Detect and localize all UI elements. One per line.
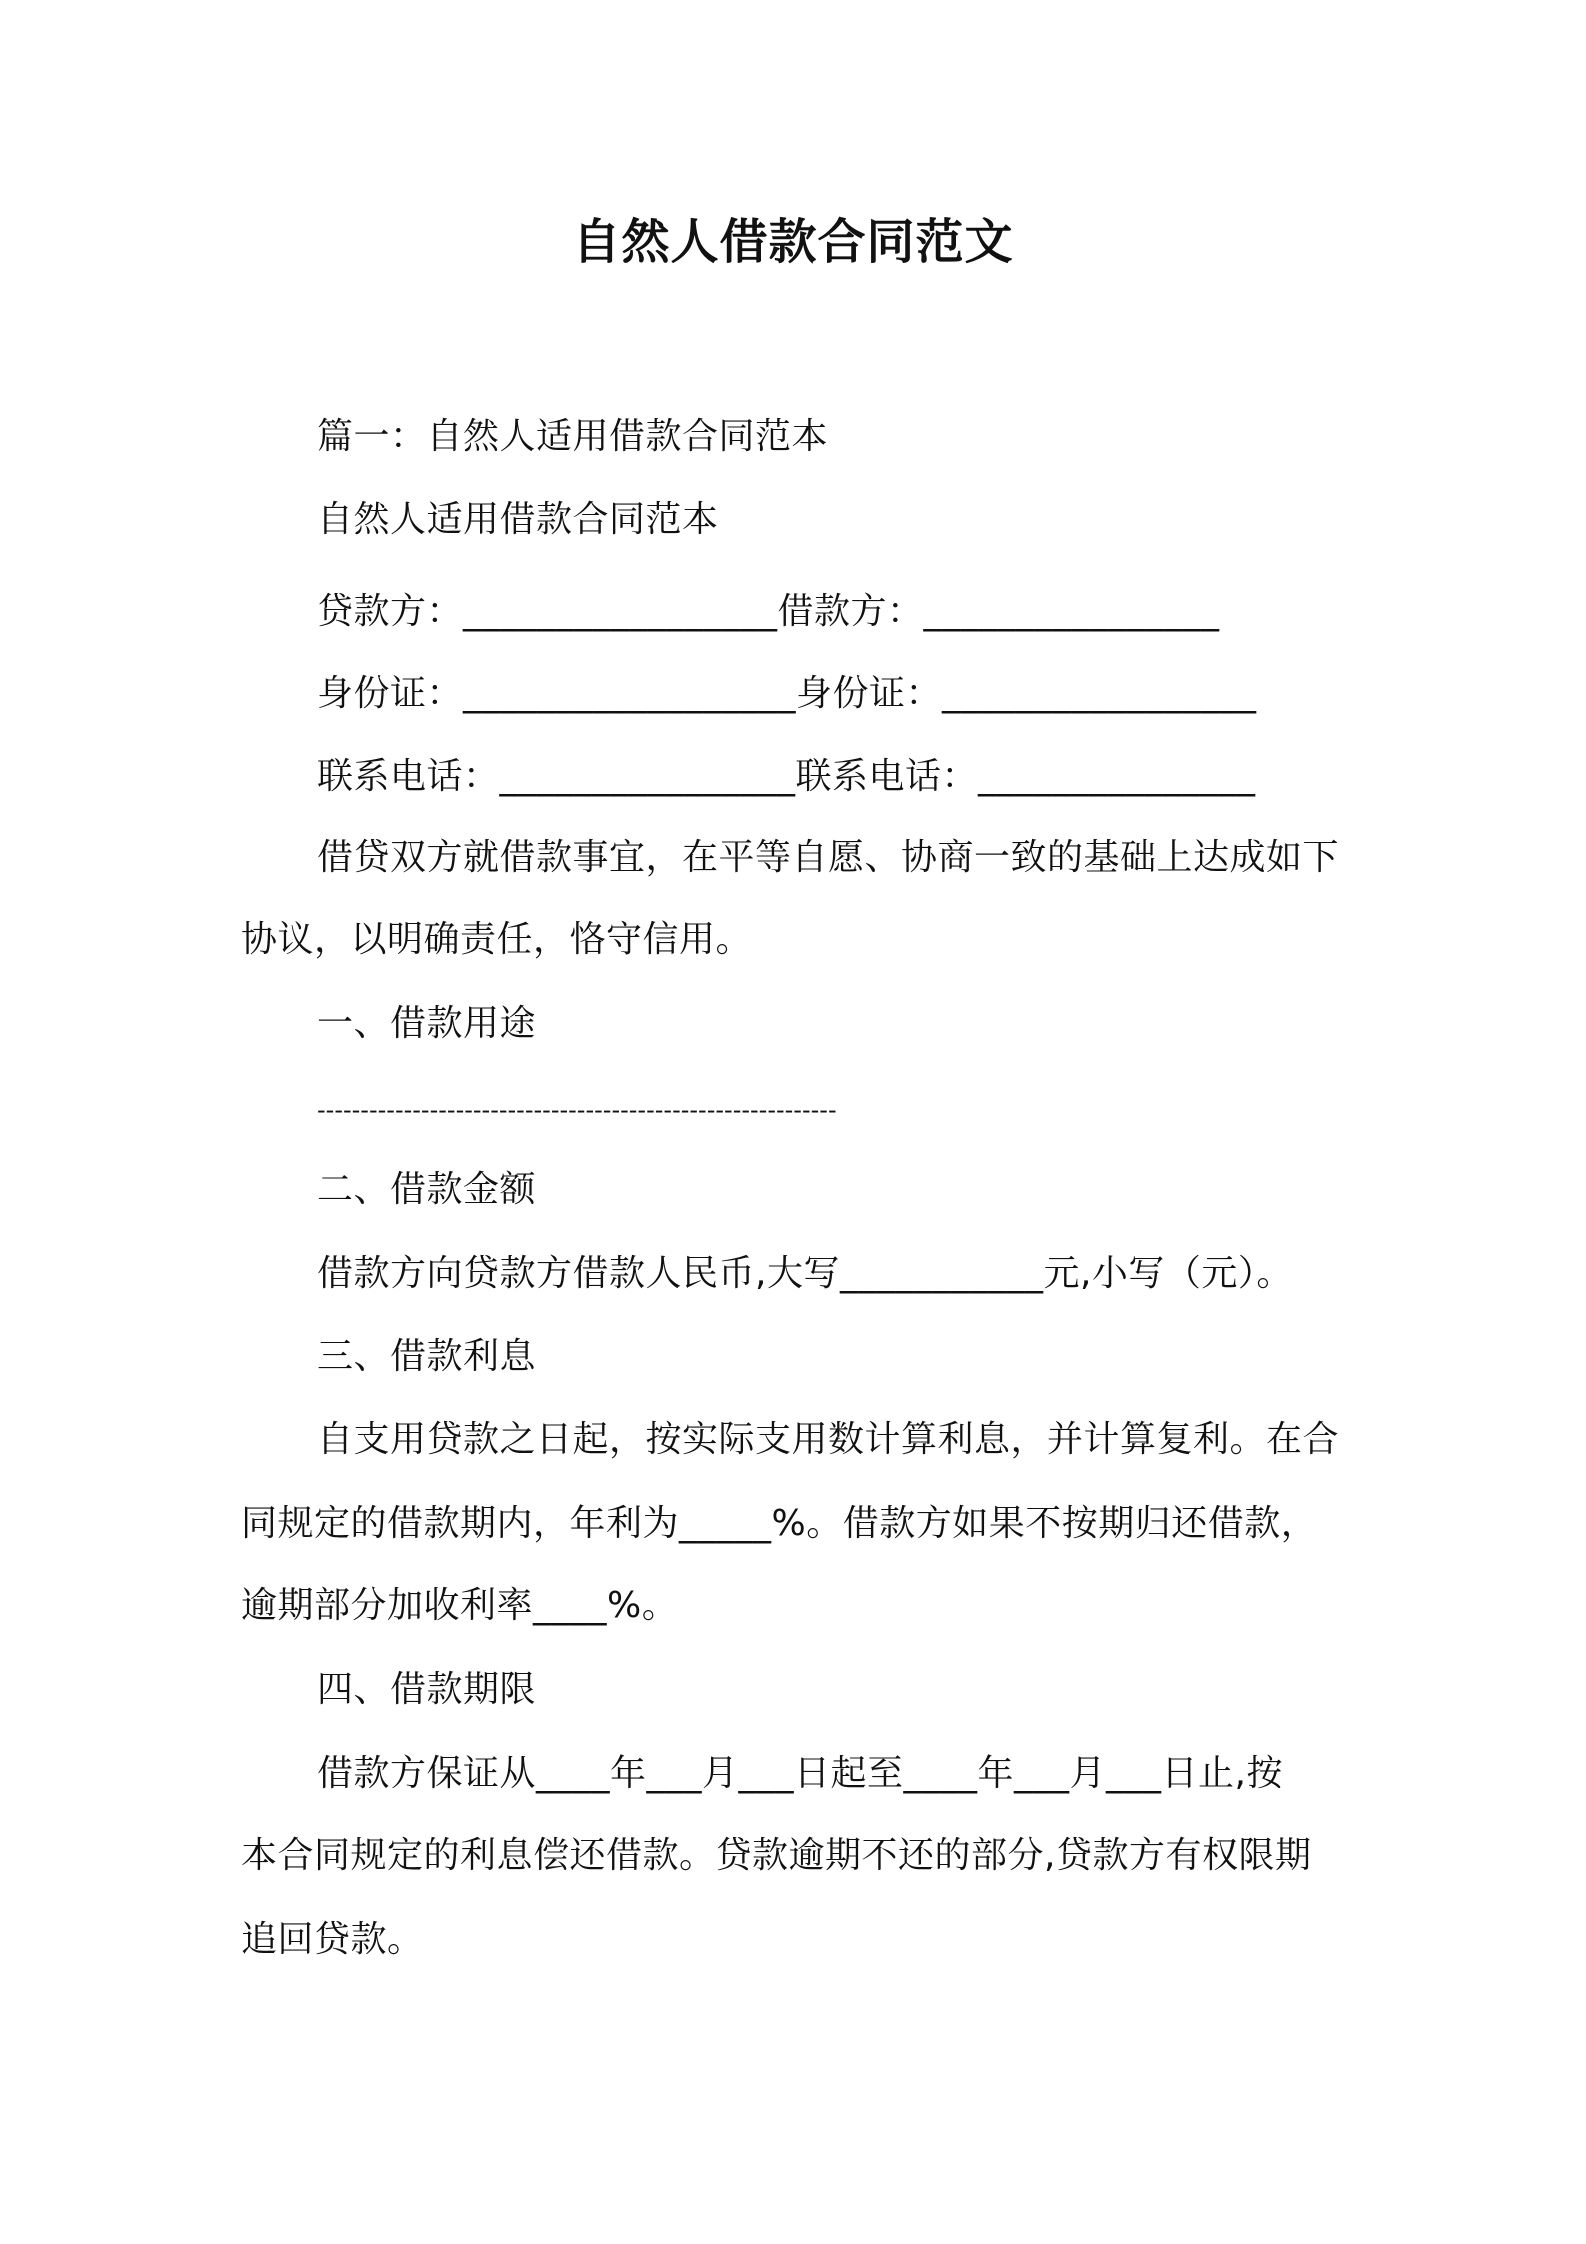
section-heading-part-one: 篇一：自然人适用借款合同范本 [317, 416, 829, 457]
interest-paragraph-line: 逾期部分加收利率____%。 [241, 1585, 679, 1626]
term-paragraph-line: 借款方保证从____年___月___日起至____年___月___日止,按 [317, 1753, 1283, 1794]
preamble-paragraph-line: 协议，以明确责任，恪守信用。 [241, 919, 753, 960]
term-paragraph-line: 本合同规定的利息偿还借款。贷款逾期不还的部分,贷款方有权限期 [241, 1835, 1312, 1876]
preamble-paragraph-line: 借贷双方就借款事宜，在平等自愿、协商一致的基础上达成如下 [317, 837, 1340, 878]
document-title: 自然人借款合同范文 [572, 214, 1014, 270]
id-card-line: 身份证：__________________身份证：_________________ [317, 673, 1257, 714]
section-heading-loan-interest: 三、借款利息 [317, 1336, 537, 1377]
contract-subtitle: 自然人适用借款合同范本 [317, 499, 719, 540]
section-heading-loan-purpose: 一、借款用途 [317, 1003, 537, 1044]
loan-amount-text: 借款方向贷款方借款人民币,大写___________元,小写（元）。 [317, 1253, 1293, 1294]
phone-line: 联系电话：________________联系电话：_______________ [317, 756, 1256, 797]
loan-purpose-blank-line: ------------------------------------------------------------ [317, 1096, 837, 1124]
section-heading-loan-amount: 二、借款金额 [317, 1169, 537, 1210]
section-heading-loan-term: 四、借款期限 [317, 1669, 537, 1710]
lender-borrower-line: 贷款方：_________________借款方：________________ [317, 591, 1220, 632]
interest-paragraph-line: 同规定的借款期内，年利为_____%。借款方如果不按期归还借款， [241, 1503, 1318, 1544]
interest-paragraph-line: 自支用贷款之日起，按实际支用数计算利息，并计算复利。在合 [317, 1419, 1340, 1460]
term-paragraph-line: 追回贷款。 [241, 1919, 424, 1960]
